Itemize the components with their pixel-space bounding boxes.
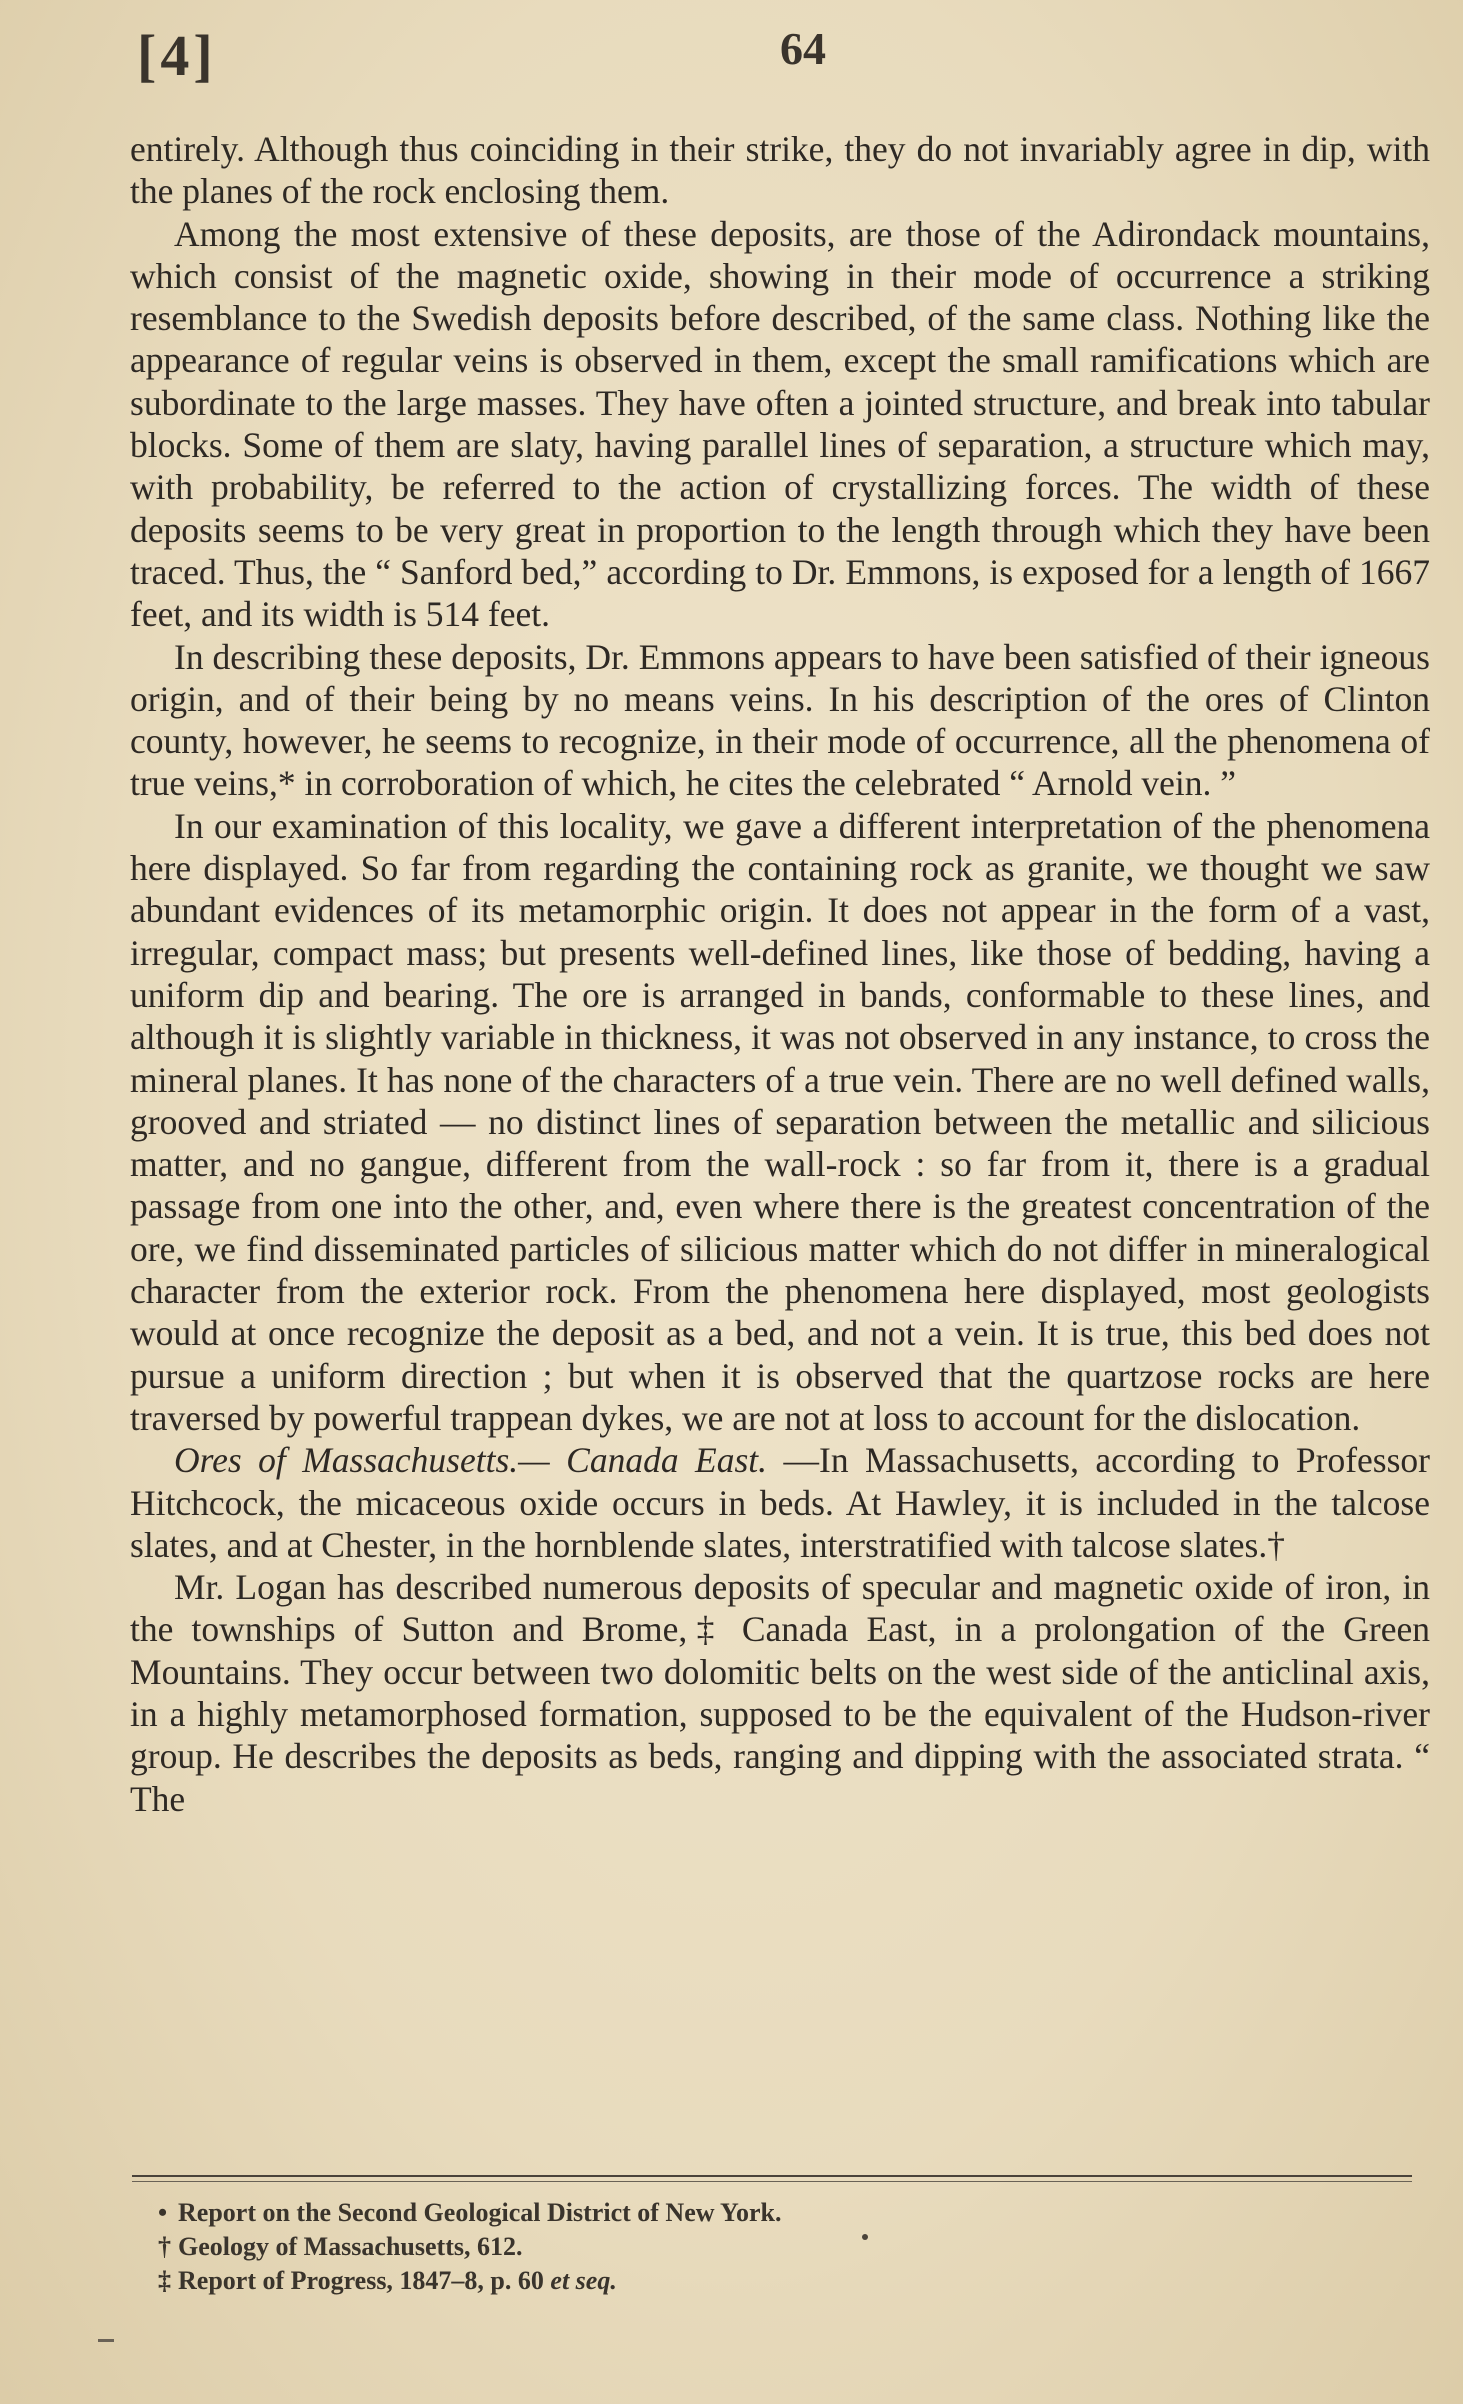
paragraph-1: entirely. Although thus coinciding in their strike, they do not invariably agree in dip, with the planes of the rock enclosing them. [130,129,1430,212]
footnote-mark: ‡ [158,2266,171,2295]
page-number: 64 [780,23,826,74]
paragraph-5 [130,1439,1430,1566]
footnote-rule-thin [132,2181,1412,2182]
ink-speck [862,2234,868,2240]
body-text [130,128,1430,1820]
footnote-mark: † [158,2232,171,2261]
footnote-3 [158,2264,1308,2298]
section-heading: Ores of Massachusetts.— Canada East. [174,1440,768,1481]
paragraph-5-text: —In Massachusetts, according to Professor Hitchcock, the micaceous oxide occurs in beds. At Hawley, it is included in the talcose slates, and at Chester, in the hornblende slates, interstratified with talcose slates.† [130,1440,1430,1565]
footnote-rule [132,2175,1412,2177]
footnote-mark: • [158,2198,168,2227]
signature-mark: [4] [137,23,217,88]
paragraph-2: Among the most extensive of these deposits, are those of the Adirondack mountains, which consist of the magnetic oxide, showing in their mode of occurrence a striking resemblance to the Swedish deposits before described, of the same class. Nothing like the appearance of regular veins is observed in them, except the small ramifications which are subordinate to the large masses. They have often a jointed structure, and break into tabular blocks. Some of them are slaty, having parallel lines of separation, a structure which may, with probability, be referred to the action of crystallizing forces. The width of these deposits seems to be very great in proportion to the length through which they have been traced. Thus, the “ Sanford bed,” according to Dr. Emmons, is exposed for a length of 1667 feet, and its width is 514 feet. [130,213,1430,635]
footnote-text: Geology of Massachusetts, 612. [178,2232,523,2261]
paragraph-4: In our examination of this locality, we gave a different interpretation of the phenomena here displayed. So far from regarding the containing rock as granite, we thought we saw abundant evidences of its metamorphic origin. It does not appear in the form of a vast, irregular, compact mass; but presents well-defined lines, like those of bedding, having a uniform dip and bearing. The ore is arranged in bands, conformable to these lines, and although it is slightly variable in thickness, it was not observed in any instance, to cross the mineral planes. It has none of the characters of a true vein. There are no well defined walls, grooved and striated — no distinct lines of separation between the metallic and silicious matter, and no gangue, different from the wall-rock : so far from it, there is a gradual passage from one into the other, and, even where there is the greatest concentration of the ore, we find disseminated particles of silicious matter which do not differ in mineralogical character from the exterior rock. From the phenomena here displayed, most geologists would at once recognize the deposit as a bed, and not a vein. It is true, this bed does not pursue a uniform direction ; but when it is observed that the quartzose rocks are here traversed by powerful trappean dykes, we are not at loss to account for the dislocation. [130,805,1430,1438]
footnote-text: Report of Progress, 1847–8, p. 60 [178,2266,551,2295]
margin-mark [98,2339,114,2342]
footnote-1 [158,2196,1308,2230]
footnote-text: Report on the Second Geological District of New York. [178,2198,782,2227]
footnotes [158,2196,1308,2298]
footnote-2 [158,2230,1308,2264]
paragraph-3: In describing these deposits, Dr. Emmons appears to have been satisfied of their igneous origin, and of their being by no means veins. In his description of the ores of Clinton county, however, he seems to recognize, in their mode of occurrence, all the phenomena of true veins,* in corroboration of which, he cites the celebrated “ Arnold vein. ” [130,636,1430,804]
footnote-text-italic: et seq. [550,2266,617,2295]
paragraph-6: Mr. Logan has described numerous deposits of specular and magnetic oxide of iron, in the townships of Sutton and Brome,‡ Canada East, in a prolongation of the Green Mountains. They occur between two dolomitic belts on the west side of the anticlinal axis, in a highly metamorphosed formation, supposed to be the equivalent of the Hudson-river group. He describes the deposits as beds, ranging and dipping with the associated strata. “ The [130,1567,1430,1819]
